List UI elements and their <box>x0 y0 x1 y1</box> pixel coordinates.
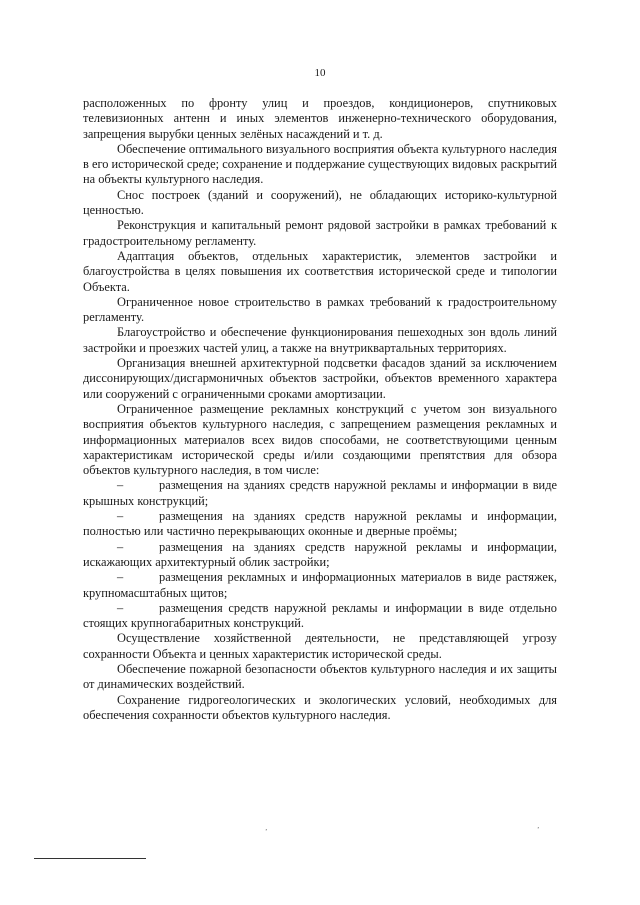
paragraph: Обеспечение оптимального визуального восприятия объекта культурного наследия в его исторической среде; сохранение и поддержание существующих видовых раскрытий на объекты культурного наследия. <box>83 141 557 187</box>
bullet-item <box>83 478 557 509</box>
paragraph: Благоустройство и обеспечение функционирования пешеходных зон вдоль линий застройки и проезжих частей улиц, а также на внутриквартальных территориях. <box>83 325 557 355</box>
bullet-dash: – <box>117 509 124 524</box>
paragraph: Адаптация объектов, отдельных характеристик, элементов застройки и благоустройства в целях повышения их соответствия исторической среде и типологии Объекта. <box>83 248 557 294</box>
document-body <box>83 96 557 723</box>
bullet-item <box>83 601 557 632</box>
bullet-text: размещения на зданиях средств наружной рекламы и информации, искажающих архитектурный облик застройки; <box>83 539 557 569</box>
footer-rule <box>34 858 146 859</box>
paragraph: Осуществление хозяйственной деятельности, не представляющей угрозу сохранности Объекта и ценных характеристик исторической среды. <box>83 631 557 661</box>
paragraph: Организация внешней архитектурной подсветки фасадов зданий за исключением диссонирующих/дисгармоничных объектов застройки, объектов временного характера или сооружений с ограниченными сроками амортизации. <box>83 356 557 401</box>
bullet-text: размещения на зданиях средств наружной рекламы и информации в виде крышных конструкций; <box>83 478 557 508</box>
paragraph: Ограниченное размещение рекламных конструкций с учетом зон визуального восприятия объектов культурного наследия, с запрещением размещения рекламных и информационных материалов всех видов способами, не соответствующими ценным характеристикам исторической среды и/или создающими препятствия для обзора объектов культурного наследия, в том числе: <box>83 401 557 478</box>
bullet-item <box>83 540 557 571</box>
bullet-dash: – <box>117 478 124 493</box>
bullet-item <box>83 570 557 601</box>
bullet-dash: – <box>117 539 124 554</box>
bullet-text: размещения рекламных и информационных материалов в виде растяжек, крупномасштабных щитов; <box>83 570 557 600</box>
paragraph: расположенных по фронту улиц и проездов, кондиционеров, спутниковых телевизионных антенн и иных элементов инженерно-технического оборудования, запрещения вырубки ценных зелёных насаждений и т. д. <box>83 96 557 141</box>
paragraph: Ограниченное новое строительство в рамках требований к градостроительному регламенту. <box>83 294 557 325</box>
scan-artifact-mark: ʼ <box>537 826 540 834</box>
scan-artifact-mark: ʼ <box>265 828 268 836</box>
bullet-text: размещения на зданиях средств наружной рекламы и информации, полностью или частично перекрывающих оконные и дверные проёмы; <box>83 509 557 539</box>
bullet-dash: – <box>117 570 124 585</box>
page-number: 10 <box>314 67 326 79</box>
paragraph: Реконструкция и капитальный ремонт рядовой застройки в рамках требований к градостроительному регламенту. <box>83 218 557 248</box>
bullet-item <box>83 509 557 540</box>
bullet-text: размещения средств наружной рекламы и информации в виде отдельно стоящих крупногабаритных конструкций. <box>83 600 557 631</box>
paragraph: Обеспечение пожарной безопасности объектов культурного наследия и их защиты от динамических воздействий. <box>83 661 557 692</box>
paragraph: Сохранение гидрогеологических и экологических условий, необходимых для обеспечения сохранности объектов культурного наследия. <box>83 692 557 722</box>
paragraph: Снос построек (зданий и сооружений), не обладающих историко-культурной ценностью. <box>83 187 557 218</box>
bullet-dash: – <box>117 600 124 615</box>
